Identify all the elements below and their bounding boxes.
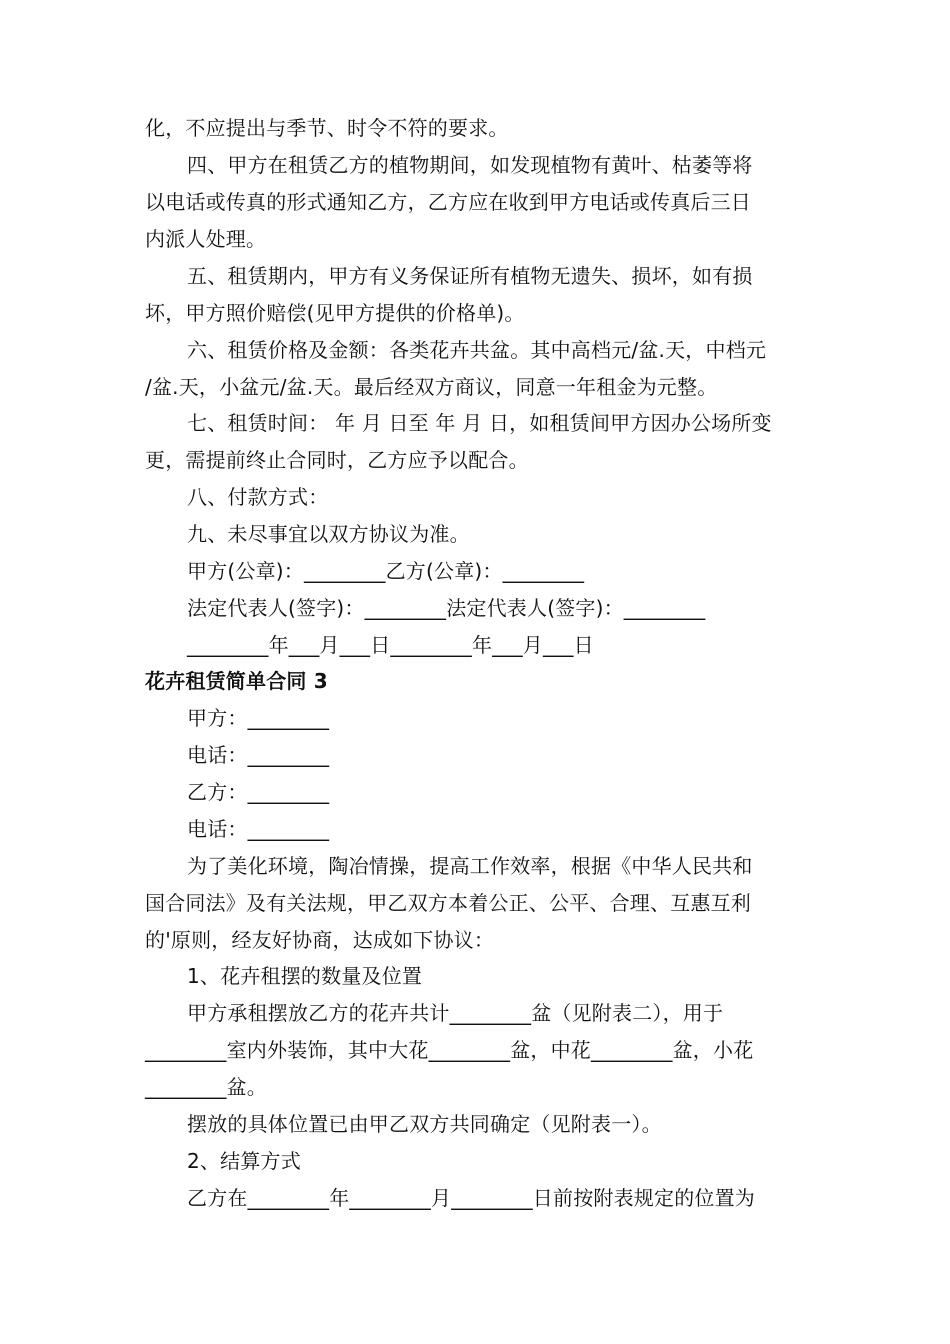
paragraph-line: /盆.天，小盆元/盆.天。最后经双方商议，同意一年租金为元整。	[145, 375, 718, 399]
party-a-phone-field: 电话：________	[187, 743, 330, 767]
paragraph-line: 更，需提前终止合同时，乙方应予以配合。	[145, 448, 529, 472]
clause-4-line: 四、甲方在租赁乙方的植物期间，如发现植物有黄叶、枯萎等将	[187, 153, 753, 177]
clause-6-line: 六、租赁价格及金额：各类花卉共盆。其中高档元/盆.天，中档元	[187, 338, 767, 362]
paragraph-line: 化，不应提出与季节、时令不符的要求。	[145, 116, 509, 140]
item-1-heading: 1、花卉租摆的数量及位置	[187, 964, 423, 988]
paragraph-line: 的'原则，经友好协商，达成如下协议：	[145, 928, 495, 952]
clause-5-line: 五、租赁期内，甲方有义务保证所有植物无遗失、损坏，如有损	[187, 264, 753, 288]
position-line: 摆放的具体位置已由甲乙双方共同确定（见附表一）。	[187, 1112, 662, 1136]
paragraph-line: 内派人处理。	[145, 227, 267, 251]
clause-8-line: 八、付款方式：	[187, 485, 329, 509]
signature-date-line: ________年___月___日________年___月___日	[187, 633, 594, 657]
paragraph-line: 国合同法》及有关法规，甲乙双方本着公正、公平、合理、互惠互利	[145, 891, 751, 915]
clause-7-line: 七、租赁时间： 年 月 日至 年 月 日，如租赁间甲方因办公场所变	[187, 411, 772, 435]
party-b-phone-field: 电话：________	[187, 817, 330, 841]
item-2-heading: 2、结算方式	[187, 1149, 301, 1173]
paragraph-line: ________盆。	[145, 1075, 267, 1099]
party-b-field: 乙方：________	[187, 780, 330, 804]
party-a-field: 甲方：________	[187, 706, 330, 730]
paragraph-line: 以电话或传真的形式通知乙方，乙方应在收到甲方电话或传真后三日	[145, 190, 751, 214]
signature-seal-line: 甲方(公章)：________乙方(公章)：________	[187, 559, 585, 583]
section-heading: 花卉租赁简单合同 3	[145, 669, 328, 693]
preamble-line: 为了美化环境，陶冶情操，提高工作效率，根据《中华人民共和	[187, 854, 753, 878]
quantity-line: 甲方承租摆放乙方的花卉共计________盆（见附表二），用于	[187, 1001, 724, 1025]
paragraph-line: ________室内外装饰，其中大花________盆，中花________盆，小花	[145, 1038, 754, 1062]
settlement-line: 乙方在________年________月________日前按附表规定的位置为	[187, 1186, 755, 1210]
signature-representative-line: 法定代表人(签字)：________法定代表人(签字)：________	[187, 596, 706, 620]
paragraph-line: 坏，甲方照价赔偿(见甲方提供的价格单)。	[145, 301, 525, 325]
clause-9-line: 九、未尽事宜以双方协议为准。	[187, 522, 470, 546]
